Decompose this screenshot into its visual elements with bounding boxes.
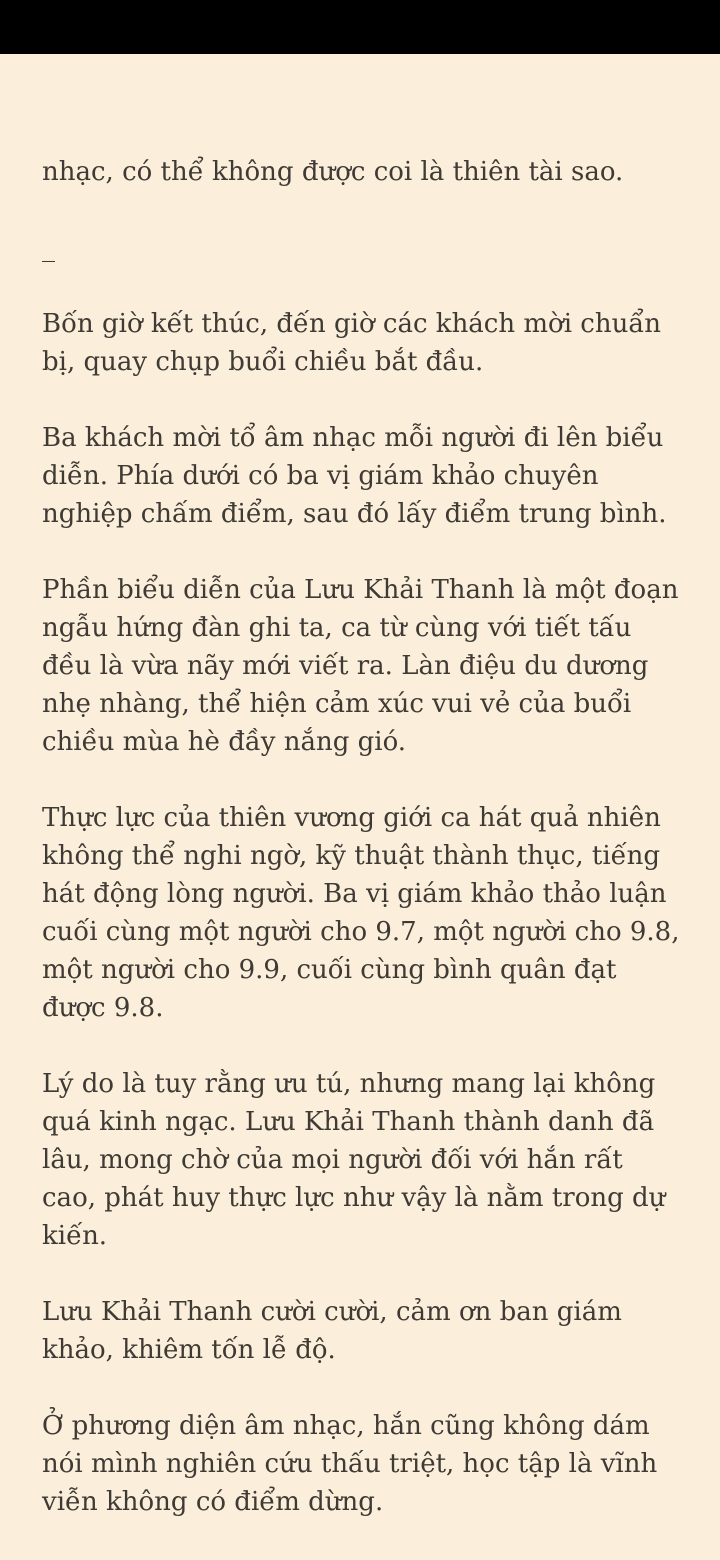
paragraph: nhạc, có thể không được coi là thiên tài sao. [42, 157, 624, 187]
paragraph: Phần biểu diễn của Lưu Khải Thanh là một đoạn ngẫu hứng đàn ghi ta, ca từ cùng với tiết tấu đều là vừa nãy mới viết ra. Làn điệu du dương nhẹ nhàng, thể hiện cảm xúc vui vẻ của buổi chiều mùa hè đầy nắng gió. [42, 575, 679, 757]
paragraph: Bốn giờ kết thúc, đến giờ các khách mời chuẩn bị, quay chụp buổi chiều bắt đầu. [42, 309, 661, 377]
paragraph: Lý do là tuy rằng ưu tú, nhưng mang lại không quá kinh ngạc. Lưu Khải Thanh thành danh đã lâu, mong chờ của mọi người đối với hắn rất cao, phát huy thực lực như vậy là nằm trong dự kiến. [42, 1069, 666, 1251]
reader-content[interactable] [42, 153, 682, 1559]
paragraph: Lưu Khải Thanh cười cười, cảm ơn ban giám khảo, khiêm tốn lễ độ. [42, 1297, 622, 1365]
section-separator: _ [42, 233, 55, 263]
status-bar [0, 0, 720, 54]
paragraph: Ba khách mời tổ âm nhạc mỗi người đi lên biểu diễn. Phía dưới có ba vị giám khảo chuyên nghiệp chấm điểm, sau đó lấy điểm trung bình. [42, 423, 667, 529]
paragraph: Ở phương diện âm nhạc, hắn cũng không dám nói mình nghiên cứu thấu triệt, học tập là vĩnh viễn không có điểm dừng. [42, 1411, 658, 1517]
paragraph: Thực lực của thiên vương giới ca hát quả nhiên không thể nghi ngờ, kỹ thuật thành thục, tiếng hát động lòng người. Ba vị giám khảo thảo luận cuối cùng một người cho 9.7, một người cho 9.8, một người cho 9.9, cuối cùng bình quân đạt được 9.8. [42, 803, 680, 1023]
